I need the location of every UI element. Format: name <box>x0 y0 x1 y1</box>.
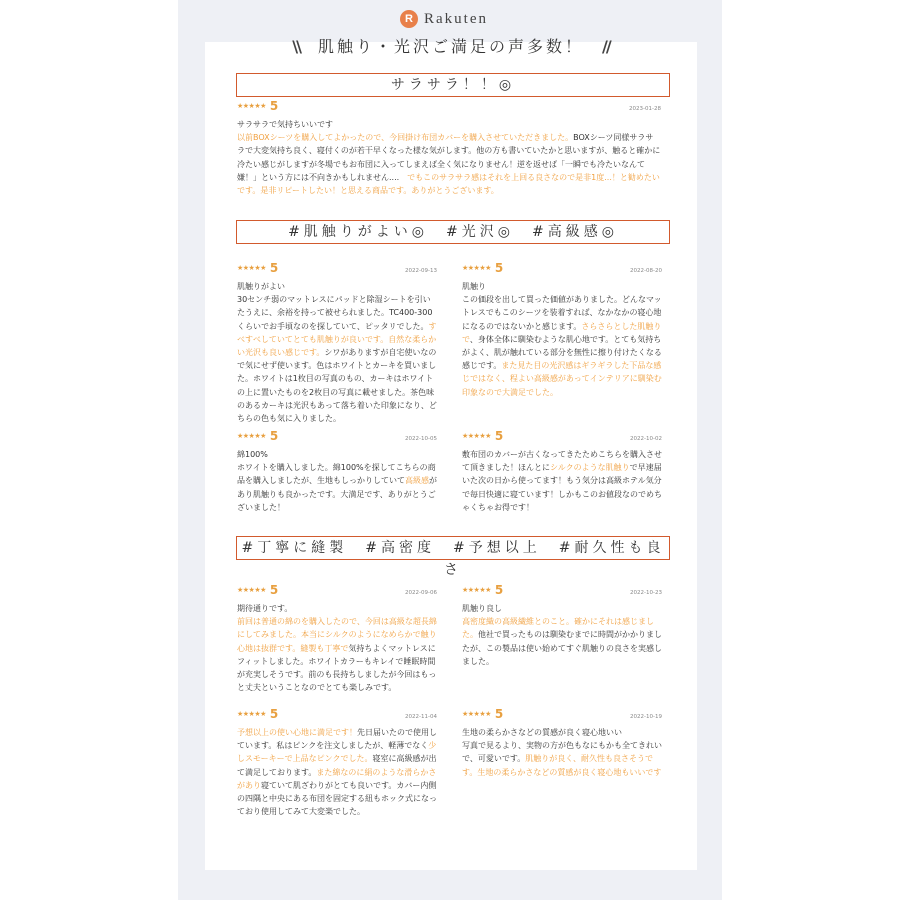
rating-stars-icon: ★★★★★ <box>462 264 491 272</box>
review-text: すべすべしていてとても肌触りが良いです。自然な柔らかい光沢も良い感じです。 <box>237 321 437 358</box>
review-text: 写真で見るより、実物の方が色もなにもかも全てきれいで、可愛いです。 <box>462 741 662 764</box>
rating-stars-icon: ★★★★★ <box>462 586 491 594</box>
review-body <box>237 726 437 818</box>
review-text: 前回は普通の綿のを購入したので、今回は高級な超長綿にしてみました。本当にシルクのようになめらかで触り心地は抜群です。縫製も丁寧で <box>237 617 437 653</box>
review-text: 他社で買ったものは馴染むまでに時間がかかりましたが、この製品は使い始めてすぐ肌触りの良さを実感しました。 <box>462 630 662 666</box>
rating-stars-icon: ★★★★★ <box>237 432 266 440</box>
review-header <box>462 708 662 722</box>
review-card <box>237 584 437 694</box>
review-card <box>237 708 437 818</box>
review-text: 予想以上の使い心地に満足です！ <box>237 728 357 737</box>
review-text: 肌触りが良く、耐久性も良さそうです。生地の柔らかさなどの質感が良く寝心地もいいです <box>462 754 662 777</box>
review-text: 先日届いたので使用しています。私はピンクを注文しましたが、軽薄でなく <box>237 728 437 751</box>
review-header <box>237 430 437 444</box>
review-text: 、身体全体に馴染むような肌心地です。とても気持ちがよく、肌が触れている部分を無性に擦り付けたくなる感じです。 <box>462 334 662 371</box>
review-body <box>462 726 662 779</box>
review-card <box>237 262 437 425</box>
review-body <box>462 448 662 514</box>
review-header <box>237 584 437 598</box>
review-date: 2022-09-06 <box>405 590 437 596</box>
rating-score: 5 <box>269 429 279 443</box>
review-text: で早速届いた次の日から使ってます！もう気分は高級ホテル気分で毎日快適に寝ています！しかもこのお値段なのでめちゃくちゃお得です！ <box>462 463 662 512</box>
rating-stars-icon: ★★★★★ <box>237 586 266 594</box>
review-text: 高密度織の高級繊維とのこと。確かにそれは感じました。 <box>462 617 654 640</box>
review-card <box>237 100 661 197</box>
review-date: 2022-10-05 <box>405 436 437 442</box>
review-date: 2022-09-13 <box>405 268 437 274</box>
review-date: 2022-10-02 <box>630 436 662 442</box>
brand-name: Rakuten <box>424 10 488 27</box>
rating-stars-icon: ★★★★★ <box>237 264 266 272</box>
review-header <box>237 100 661 114</box>
review-text: 気持ちよくマットレスにフィットしました。ホワイトカラーもキレイで睡眠時間が充実しそうです。前のも長持ちしましたが今回はもっと丈夫ということなのでとても楽しみです。 <box>237 643 437 693</box>
rating-score: 5 <box>494 707 504 721</box>
rating-score: 5 <box>269 261 279 275</box>
rating-score: 5 <box>494 429 504 443</box>
review-text: 高級感 <box>405 476 429 486</box>
review-card <box>237 430 437 514</box>
review-date: 2022-10-23 <box>630 590 662 596</box>
review-text: この価段を出して買った価値がありました。どんなマットレスでもこのシーツを装着すれば、なかなかの寝心地になるのではないかと感じます。 <box>462 295 662 331</box>
rating-score: 5 <box>494 261 504 275</box>
rating-score: 5 <box>269 583 279 597</box>
review-text: また見た目の光沢感はギラギラした下品な感じではなく、程よい高級感があってインテリアに馴染む印象なので大満足でした。 <box>462 361 662 397</box>
deco-slash-right: // <box>602 37 610 56</box>
review-text: 以前BOXシーツを購入してよかったので、今回掛け布団カバーを購入させていただきました。 <box>237 133 574 143</box>
review-card <box>462 708 662 779</box>
deco-slash-left: \\ <box>292 37 300 56</box>
section-title-texture: #肌触りがよい◎ #光沢◎ #高級感◎ <box>236 220 670 244</box>
rating-score: 5 <box>269 707 279 721</box>
review-header <box>237 262 437 276</box>
review-text: があり肌触りも良かったです。大満足です、ありがとうございました！ <box>237 476 437 512</box>
review-title: 期待通りです。 <box>237 604 293 613</box>
rakuten-logo-icon: R <box>400 10 418 28</box>
section-title-smooth: サラサラ！！◎ <box>236 73 670 97</box>
rating-stars-icon: ★★★★★ <box>237 710 266 718</box>
review-text: でもこのサラサラ感はそれを上回る良さなので是非1度...！と勧めたいです。是非リピートしたい！と思える商品です。ありがとうございます。 <box>237 172 660 196</box>
rating-stars-icon: ★★★★★ <box>462 432 491 440</box>
headline <box>205 34 697 57</box>
review-body <box>237 615 437 694</box>
rating-score: 5 <box>269 99 279 113</box>
review-date: 2022-08-20 <box>630 268 662 274</box>
section-title-quality: #丁寧に縫製 #高密度 #予想以上 #耐久性も良さ <box>236 536 670 560</box>
review-text: 寝室に高級感が出て満足しております。 <box>237 754 437 777</box>
rating-stars-icon: ★★★★★ <box>462 710 491 718</box>
review-title: サラサラで気持ちいいです <box>237 120 333 129</box>
review-title: 綿100% <box>237 450 268 459</box>
review-text: シルクのような肌触り <box>550 463 630 473</box>
review-text: 生地の柔らかさなどの質感が良く寝心地いい <box>462 728 622 737</box>
review-header <box>462 584 662 598</box>
review-body <box>237 131 661 197</box>
review-card <box>462 262 662 399</box>
review-text: 少しスモーキーで上品なピンクでした。 <box>237 741 437 764</box>
review-text: 敷布団のカバーが古くなってきたためこちらを購入させて頂きました！ほんとに <box>462 450 662 473</box>
review-body <box>462 615 662 668</box>
rating-score: 5 <box>494 583 504 597</box>
headline-text: 肌触り・光沢ご満足の声多数！ <box>317 37 584 56</box>
rating-stars-icon: ★★★★★ <box>237 102 266 110</box>
review-text: シワがありますが自宅使いなので気にせず使います。色はホワイトとカーキを買いました。ホワイトは1枚目の写真のもの、カーキはホワイトの上に置いたものを2枚目の写真に載せました。茶色味のあるカーキは光沢もあって落ち着いた印象になり、どちらの色も気に入りました。 <box>237 348 437 424</box>
review-title: 肌触り良し <box>462 604 502 613</box>
review-date: 2022-10-19 <box>630 714 662 720</box>
review-header <box>462 262 662 276</box>
review-body <box>237 461 437 514</box>
review-date: 2022-11-04 <box>405 714 437 720</box>
review-title: 肌触り <box>462 282 486 291</box>
review-date: 2023-01-28 <box>629 106 661 112</box>
review-header <box>462 430 662 444</box>
review-text: また綿なのに絹のような滑らかさがあり <box>237 767 437 790</box>
review-text: さらさらとした肌触りで <box>462 321 662 344</box>
review-body <box>462 293 662 399</box>
review-text: 寝ていて肌ざわりがとても良いです。カバー内側の四隅と中央にある布団を固定する紐もホック式になっており使用してみて大変楽でした。 <box>237 780 437 817</box>
review-card <box>462 430 662 514</box>
review-text: BOXシーツ同様サラサラで大変気持ち良く、寝付くのが若干早くなった様な気がします。他の方も書いていたかと思いますが、触ると確かに冷たい感じがしますが冬場でもお布団に入ってしまえば全く気になりません！逆を返せば「一瞬でも冷たいなんて嫌！」という方には不向きかもしれません.... <box>237 133 661 182</box>
review-card <box>462 584 662 668</box>
review-title: 肌触りがよい <box>237 282 285 291</box>
review-body <box>237 293 437 425</box>
review-text: 30センチ弱のマットレスにパッドと除湿シートを引いたうえに、余裕を持って被せられました。TC400-300くらいでお手頃なのを探していて、ピッタリでした。 <box>237 295 433 331</box>
review-text: ホワイトを購入しました。綿100%を探してこちらの商品を購入しましたが、生地もしっかりしていて <box>237 463 436 486</box>
brand <box>400 8 488 30</box>
review-header <box>237 708 437 722</box>
